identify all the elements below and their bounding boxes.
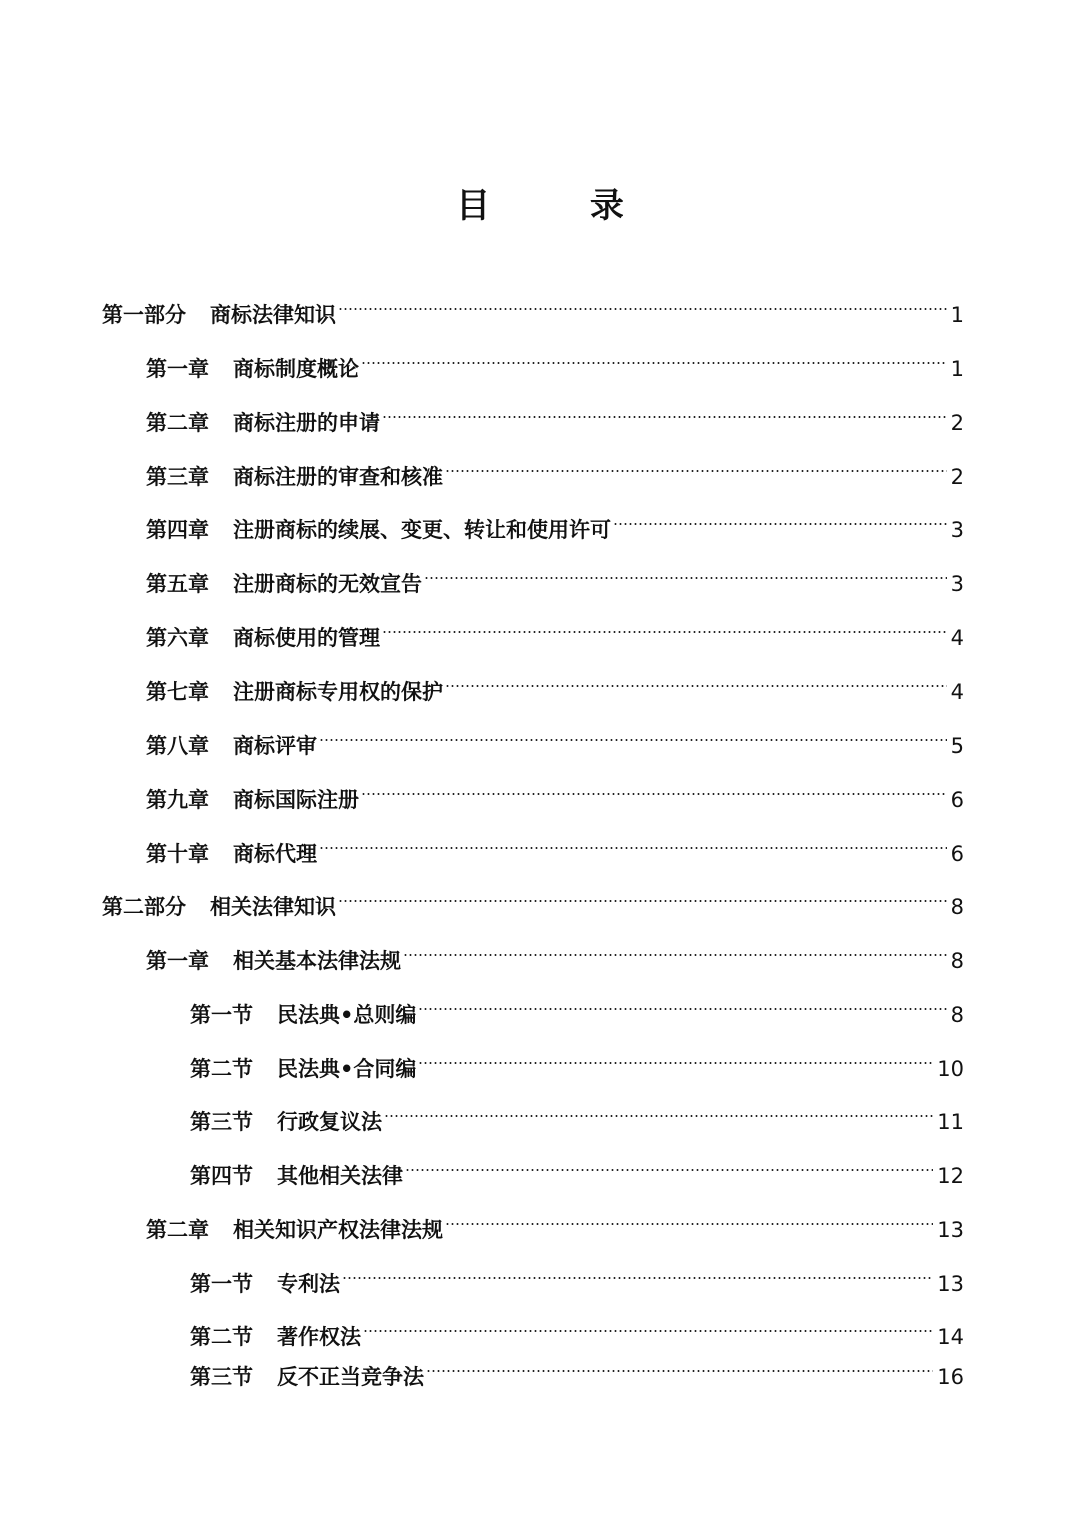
toc-entry-number: 第二节 [190,1325,253,1349]
toc-entry-title: 商标法律知识 [210,303,336,327]
toc-entry-number: 第四节 [190,1164,253,1188]
toc-entry-page: 12 [937,1164,964,1188]
toc-entry[interactable] [146,946,964,976]
toc-entry-page: 1 [950,303,964,327]
dot-leader [424,577,947,579]
toc-entry-title: 行政复议法 [277,1110,382,1134]
toc-entry-page: 2 [950,411,964,435]
toc-entry-page: 10 [937,1057,964,1081]
toc-entry-title: 专利法 [277,1272,340,1296]
toc-entry-number: 第二部分 [102,895,186,919]
toc-entry-number: 第四章 [146,518,209,542]
toc-entry-title: 注册商标的续展、变更、转让和使用许可 [233,518,611,542]
toc-entry-title: 商标注册的申请 [233,411,380,435]
toc-entry-number: 第十章 [146,842,209,866]
toc-entry-number: 第六章 [146,626,209,650]
toc-entry-number: 第五章 [146,572,209,596]
dot-leader [445,1223,933,1225]
toc-entry-page: 6 [950,788,964,812]
dot-leader [338,900,947,902]
toc-entry-number: 第一章 [146,357,209,381]
toc-entry-title: 著作权法 [277,1325,361,1349]
toc-entry-page: 6 [950,842,964,866]
toc-entry[interactable] [146,839,964,869]
toc-entry-number: 第二节 [190,1057,253,1081]
toc-entry-page: 3 [950,572,964,596]
toc-entry-title: 相关基本法律法规 [233,949,401,973]
toc-entry-title: 相关法律知识 [210,895,336,919]
toc-entry-page: 4 [950,680,964,704]
toc-entry-page: 3 [950,518,964,542]
toc-entry-number: 第一章 [146,949,209,973]
dot-leader [445,685,947,687]
toc-entry[interactable] [146,623,964,653]
toc-entry[interactable] [146,677,964,707]
toc-entry-page: 5 [950,734,964,758]
toc-entry-page: 8 [950,1003,964,1027]
toc-entry-title: 商标制度概论 [233,357,359,381]
dot-leader [319,847,947,849]
toc-entry-title: 商标注册的审查和核准 [233,465,443,489]
toc-entry[interactable] [190,1107,964,1137]
dot-leader [363,1330,933,1332]
toc-entry[interactable] [146,569,964,599]
toc-entry-number: 第三节 [190,1110,253,1134]
toc-entry[interactable] [190,1269,964,1299]
toc-entry-number: 第一部分 [102,303,186,327]
toc-entry-title: 商标使用的管理 [233,626,380,650]
toc-entry-page: 14 [937,1325,964,1349]
toc-entry[interactable] [190,1000,964,1030]
toc-entry-title: 相关知识产权法律法规 [233,1218,443,1242]
dot-leader [342,1277,933,1279]
toc-entry[interactable] [102,892,964,922]
toc-entry[interactable] [190,1054,964,1084]
dot-leader [382,416,947,418]
toc-entry[interactable] [190,1362,964,1392]
toc-entry[interactable] [146,515,964,545]
toc-entry[interactable] [190,1161,964,1191]
toc-entry[interactable] [102,300,964,330]
dot-leader [445,470,947,472]
toc-entry-number: 第二章 [146,411,209,435]
toc-entry-page: 8 [950,895,964,919]
toc-entry-number: 第一节 [190,1003,253,1027]
dot-leader [338,308,947,310]
toc-entry-title: 注册商标专用权的保护 [233,680,443,704]
toc-entry-title: 民法典•总则编 [277,1003,417,1027]
toc-entry-title: 民法典•合同编 [277,1057,417,1081]
toc-entry-number: 第三节 [190,1365,253,1389]
toc-entry-page: 13 [937,1272,964,1296]
toc-entry-page: 1 [950,357,964,381]
toc-entry-title: 商标国际注册 [233,788,359,812]
dot-leader [426,1370,933,1372]
toc-entry-number: 第二章 [146,1218,209,1242]
toc-entry[interactable] [146,408,964,438]
toc-entry-page: 4 [950,626,964,650]
dot-leader [403,954,947,956]
dot-leader [361,793,947,795]
dot-leader [418,1062,933,1064]
toc-entry-page: 2 [950,465,964,489]
toc-entry-number: 第一节 [190,1272,253,1296]
toc-entry-page: 8 [950,949,964,973]
toc-entry[interactable] [146,354,964,384]
toc-entry[interactable] [146,462,964,492]
dot-leader [418,1008,946,1010]
page-title: 目 录 [456,186,668,226]
toc-entry-title: 反不正当竞争法 [277,1365,424,1389]
toc-entry[interactable] [146,1215,964,1245]
toc-entry-title: 商标评审 [233,734,317,758]
toc-entry-number: 第七章 [146,680,209,704]
dot-leader [361,362,947,364]
toc-entry-title: 其他相关法律 [277,1164,403,1188]
dot-leader [613,523,947,525]
dot-leader [384,1115,933,1117]
toc-entry[interactable] [146,731,964,761]
toc-entry-number: 第九章 [146,788,209,812]
toc-entry-page: 16 [937,1365,964,1389]
dot-leader [382,631,947,633]
toc-entry-page: 13 [937,1218,964,1242]
toc-entry-number: 第八章 [146,734,209,758]
dot-leader [405,1169,933,1171]
toc-entry[interactable] [146,785,964,815]
toc-entry[interactable] [190,1322,964,1352]
toc-entry-title: 注册商标的无效宣告 [233,572,422,596]
dot-leader [319,739,947,741]
toc-entry-number: 第三章 [146,465,209,489]
toc-entry-title: 商标代理 [233,842,317,866]
toc-entry-page: 11 [937,1110,964,1134]
